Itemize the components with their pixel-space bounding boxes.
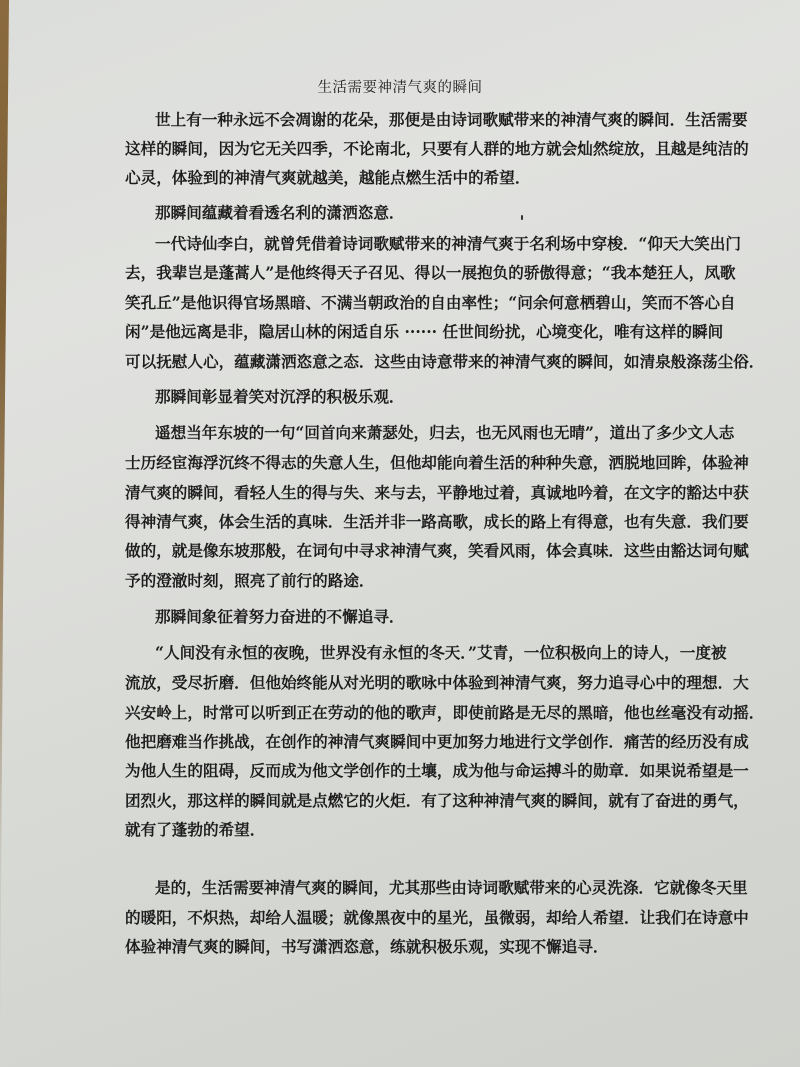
paragraph-7-line-5: 为他人生的阻碍，反而成为他文学创作的土壤，成为他与命运搏斗的勋章．如果说希望是一 bbox=[125, 761, 749, 780]
paragraph-6-line-1: 那瞬间象征着努力奋进的不懈追寻． bbox=[155, 607, 405, 626]
paragraph-7-line-2: 流放，受尽折磨．但他始终能从对光明的歌咏中体验到神清气爽，努力追寻心中的理想．大 bbox=[125, 673, 749, 692]
paragraph-3-line-2: 去，我辈岂是蓬蒿人”是他终得天子召见、得以一展抱负的骄傲得意；“我本楚狂人，凤歌 bbox=[125, 263, 736, 282]
paragraph-4-line-1: 那瞬间彰显着笑对沉浮的积极乐观． bbox=[155, 387, 405, 406]
paragraph-2-line-1: 那瞬间蕴藏着看透名利的潇洒恣意． bbox=[155, 203, 405, 222]
paragraph-5-line-1: 遥想当年东坡的一句“回首向来萧瑟处，归去，也无风雨也无晴”，道出了多少文人志 bbox=[155, 423, 735, 442]
essay-title: 生活需要神清气爽的瞬间 bbox=[317, 80, 483, 96]
paragraph-7-line-1: “人间没有永恒的夜晚，世界没有永恒的冬天．”艾青，一位积极向上的诗人，一度被 bbox=[155, 643, 727, 662]
paragraph-1-line-3: 心灵，体验到的神清气爽就越美，越能点燃生活中的希望． bbox=[125, 168, 531, 187]
paragraph-8-line-1: 是的，生活需要神清气爽的瞬间，尤其那些由诗词歌赋带来的心灵洗涤．它就像冬天里 bbox=[155, 878, 748, 897]
paragraph-7-line-6: 团烈火，那这样的瞬间就是点燃它的火炬．有了这种神清气爽的瞬间，就有了奋进的勇气， bbox=[125, 791, 749, 810]
paragraph-8-line-3: 体验神清气爽的瞬间，书写潇洒恣意，练就积极乐观，实现不懈追寻． bbox=[125, 937, 609, 956]
paragraph-7-line-7: 就有了蓬勃的希望． bbox=[125, 820, 266, 839]
paragraph-3-line-1: 一代诗仙李白，就曾凭借着诗词歌赋带来的神清气爽于名利场中穿梭．“仰天大笑出门 bbox=[155, 234, 741, 253]
paragraph-1-line-1: 世上有一种永远不会凋谢的花朵，那便是由诗词歌赋带来的神清气爽的瞬间．生活需要 bbox=[155, 110, 748, 129]
stray-ink-mark bbox=[521, 215, 523, 220]
paragraph-3-line-4: 闲”是他远离是非，隐居山林的闲适自乐 ······ 任世间纷扰，心境变化，唯有这样的瞬间 bbox=[125, 322, 724, 341]
paragraph-7-line-3: 兴安岭上，时常可以听到正在劳动的他的歌声，即使前路是无尽的黑暗，他也丝毫没有动摇． bbox=[125, 703, 765, 722]
paragraph-3-line-5: 可以抚慰人心，蕴藏潇洒恣意之态．这些由诗意带来的神清气爽的瞬间，如清泉般涤荡尘俗． bbox=[125, 352, 765, 371]
paragraph-1-line-2: 这样的瞬间，因为它无关四季，不论南北，只要有人群的地方就会灿然绽放，且越是纯洁的 bbox=[125, 139, 749, 158]
paragraph-5-line-2: 士历经宦海浮沉终不得志的失意人生，但他却能向着生活的种种失意，洒脱地回眸，体验神 bbox=[125, 453, 749, 472]
paragraph-3-line-3: 笑孔丘”是他识得官场黑暗、不满当朝政治的自由率性；“问余何意栖碧山，笑而不答心自 bbox=[125, 293, 736, 312]
paragraph-5-line-3: 清气爽的瞬间，看轻人生的得与失、来与去，平静地过着，真诚地吟着，在文字的豁达中获 bbox=[125, 483, 749, 502]
paragraph-7-line-4: 他把磨难当作挑战，在创作的神清气爽瞬间中更加努力地进行文学创作．痛苦的经历没有成 bbox=[125, 732, 749, 751]
paragraph-5-line-5: 做的，就是像东坡那般，在词句中寻求神清气爽，笑看风雨，体会真味．这些由豁达词句赋 bbox=[125, 541, 749, 560]
paragraph-5-line-4: 得神清气爽，体会生活的真味．生活并非一路高歌，成长的路上有得意，也有失意．我们要 bbox=[125, 512, 749, 531]
paragraph-8-line-2: 的暖阳，不炽热，却给人温暖；就像黑夜中的星光，虽微弱，却给人希望．让我们在诗意中 bbox=[125, 908, 749, 927]
paragraph-5-line-6: 予的澄澈时刻，照亮了前行的路途． bbox=[125, 571, 375, 590]
